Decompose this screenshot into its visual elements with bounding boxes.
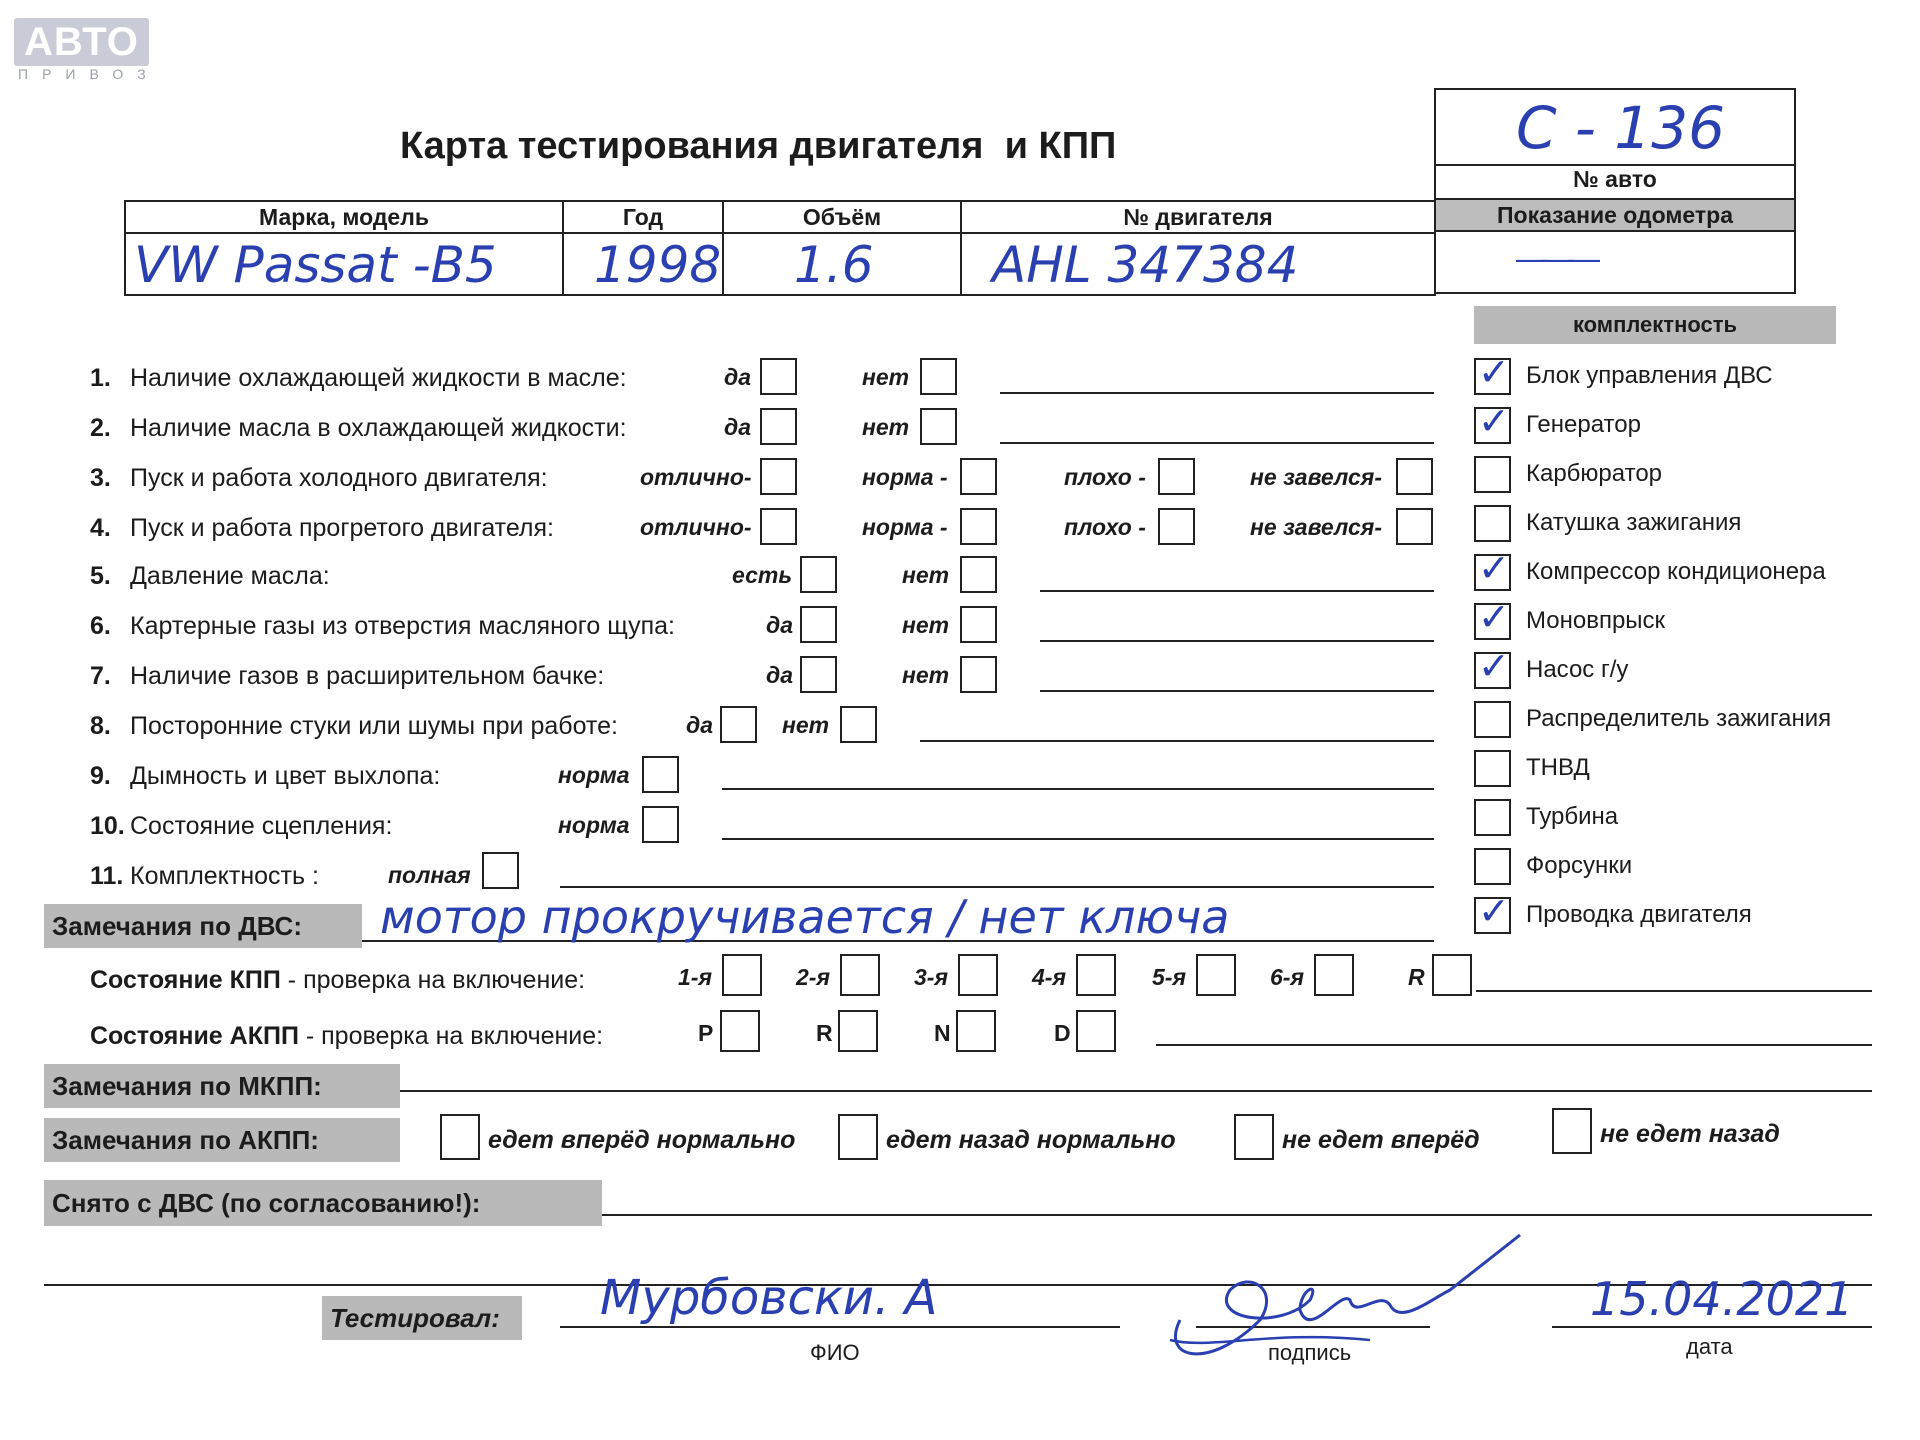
q1-note-line[interactable] <box>1000 392 1434 394</box>
q2-yes-checkbox[interactable] <box>760 408 797 445</box>
gear-label: R <box>1408 964 1425 990</box>
completeness-checkbox[interactable] <box>1474 350 1511 395</box>
q9-opt-normal-label: норма <box>558 762 630 788</box>
completeness-item-label: Моновпрыск <box>1526 607 1666 634</box>
question-row-7 <box>90 662 604 691</box>
auto-remark-label: едет назад нормально <box>886 1126 1176 1154</box>
auto-mode-checkbox[interactable] <box>838 1010 878 1052</box>
name-caption: ФИО <box>810 1340 860 1365</box>
q8-no-checkbox[interactable] <box>840 706 877 743</box>
manual-gearbox-desc: - проверка на включение: <box>280 966 586 994</box>
completeness-item-label: Проводка двигателя <box>1526 901 1752 928</box>
col-year-header: Год <box>562 200 724 234</box>
name-value: Мурбовски. А <box>600 1270 938 1326</box>
completeness-item-label: Генератор <box>1526 411 1641 438</box>
auto-remark-label: не едет назад <box>1600 1120 1780 1148</box>
question-number: 9. <box>90 762 111 790</box>
q5-no-checkbox[interactable] <box>960 556 997 593</box>
q6-no-checkbox[interactable] <box>960 606 997 643</box>
question-row-2 <box>90 414 627 443</box>
completeness-item-label: ТНВД <box>1526 754 1590 781</box>
completeness-item-label: Карбюратор <box>1526 460 1663 487</box>
name-line[interactable] <box>560 1326 1120 1328</box>
auto-remark-checkbox[interactable] <box>838 1114 878 1160</box>
q11-full-checkbox[interactable] <box>482 852 519 889</box>
q4-opt-excellent-label: отлично- <box>640 514 752 540</box>
gear-label: 5-я <box>1152 964 1186 990</box>
question-text: Наличие газов в расширительном бачке: <box>130 662 605 690</box>
question-row-9 <box>90 762 440 791</box>
auto-mode-label: R <box>816 1020 833 1046</box>
q3-excellent-checkbox[interactable] <box>760 458 797 495</box>
question-row-5 <box>90 562 330 591</box>
question-number: 5. <box>90 562 111 590</box>
auto-mode-label: N <box>934 1020 951 1046</box>
signature-stroke <box>1175 1235 1520 1354</box>
remarks-engine-value: мотор прокручивается / нет ключа <box>380 890 1230 944</box>
q5-opt-yes-label: есть <box>732 562 792 588</box>
completeness-checkbox[interactable] <box>1474 546 1511 591</box>
question-number: 11. <box>90 862 124 890</box>
q11-opt-full-label: полная <box>388 862 471 888</box>
gear-label: 4-я <box>1032 964 1066 990</box>
q4-normal-checkbox[interactable] <box>960 508 997 545</box>
car-number-value: С - 136 <box>1516 94 1726 162</box>
completeness-item-label: Компрессор кондиционера <box>1526 558 1826 585</box>
auto-gearbox-label <box>90 1022 603 1051</box>
q3-opt-nostart-label: не завелся- <box>1250 464 1382 490</box>
check-mark-icon: ✓ <box>1478 399 1510 443</box>
volume-cell <box>722 232 962 296</box>
make-value: VW Passat -B5 <box>134 236 497 294</box>
q9-normal-checkbox[interactable] <box>642 756 679 793</box>
q5-opt-no-label: нет <box>902 562 950 588</box>
auto-remark-checkbox[interactable] <box>1234 1114 1274 1160</box>
removed-line[interactable] <box>602 1214 1872 1216</box>
auto-mode-checkbox[interactable] <box>956 1010 996 1052</box>
completeness-checkbox[interactable] <box>1474 889 1511 934</box>
q9-note-line[interactable] <box>722 788 1434 790</box>
question-row-6 <box>90 612 675 641</box>
completeness-header: комплектность <box>1474 306 1836 344</box>
gear-label: 6-я <box>1270 964 1304 990</box>
q1-opt-no-label: нет <box>862 364 910 390</box>
q3-opt-bad-label: плохо - <box>1064 464 1146 490</box>
auto-remark-label: не едет вперёд <box>1282 1126 1480 1154</box>
auto-mode-checkbox[interactable] <box>1076 1010 1116 1052</box>
engine-no-cell <box>960 232 1436 296</box>
question-number: 4. <box>90 514 111 542</box>
completeness-checkbox[interactable] <box>1474 799 1511 836</box>
q3-nostart-checkbox[interactable] <box>1396 458 1433 495</box>
completeness-item-label: Насос г/у <box>1526 656 1629 683</box>
check-mark-icon: ✓ <box>1478 889 1510 933</box>
completeness-item-label: Блок управления ДВС <box>1526 362 1773 389</box>
gear-checkbox[interactable] <box>1314 954 1354 996</box>
remarks-engine-label: Замечания по ДВС: <box>44 904 362 948</box>
question-text: Наличие масла в охлаждающей жидкости: <box>130 414 627 442</box>
q2-opt-yes-label: да <box>724 414 752 440</box>
q4-excellent-checkbox[interactable] <box>760 508 797 545</box>
check-mark-icon: ✓ <box>1478 595 1510 639</box>
gear-checkbox[interactable] <box>840 954 880 996</box>
engine-no-value: AHL 347384 <box>992 236 1299 294</box>
auto-gearbox-title: Состояние АКПП <box>90 1022 299 1050</box>
volume-value: 1.6 <box>794 236 874 294</box>
question-text: Комплектность : <box>130 862 319 890</box>
question-number: 6. <box>90 612 111 640</box>
date-caption: дата <box>1686 1334 1733 1359</box>
q7-no-checkbox[interactable] <box>960 656 997 693</box>
auto-mode-label: P <box>698 1020 714 1046</box>
completeness-checkbox[interactable] <box>1474 701 1511 738</box>
odometer-label: Показание одометра <box>1434 198 1796 232</box>
completeness-item-label: Форсунки <box>1526 852 1633 879</box>
q10-opt-normal-label: норма <box>558 812 630 838</box>
completeness-item-label: Распределитель зажигания <box>1526 705 1832 732</box>
question-text: Состояние сцепления: <box>130 812 393 840</box>
gear-checkbox[interactable] <box>722 954 762 996</box>
removed-label: Снято с ДВС (по согласованию!): <box>44 1180 602 1226</box>
q6-opt-yes-label: да <box>766 612 794 638</box>
gear-checkbox[interactable] <box>958 954 998 996</box>
year-cell <box>562 232 724 296</box>
date-line[interactable] <box>1552 1326 1872 1328</box>
odometer-cell <box>1434 230 1796 294</box>
completeness-item-label: Катушка зажигания <box>1526 509 1742 536</box>
col-make-header: Марка, модель <box>124 200 564 234</box>
q5-yes-checkbox[interactable] <box>800 556 837 593</box>
col-engine-header: № двигателя <box>960 200 1436 234</box>
q3-opt-excellent-label: отлично- <box>640 464 752 490</box>
question-row-10 <box>90 812 392 841</box>
q4-opt-normal-label: норма - <box>862 514 948 540</box>
question-text: Давление масла: <box>130 562 330 590</box>
auto-mode-label: D <box>1054 1020 1071 1046</box>
completeness-checkbox[interactable] <box>1474 750 1511 787</box>
completeness-checkbox[interactable] <box>1474 505 1511 542</box>
q2-note-line[interactable] <box>1000 442 1434 444</box>
col-volume-header: Объём <box>722 200 962 234</box>
q10-note-line[interactable] <box>722 838 1434 840</box>
question-number: 10. <box>90 812 125 840</box>
question-number: 8. <box>90 712 111 740</box>
question-text: Картерные газы из отверстия масляного щупа: <box>130 612 675 640</box>
completeness-checkbox[interactable] <box>1474 456 1511 493</box>
q5-note-line[interactable] <box>1040 590 1434 592</box>
auto-remark-checkbox[interactable] <box>1552 1108 1592 1154</box>
question-row-1 <box>90 364 627 393</box>
page-title: Карта тестирования двигателя и КПП <box>400 125 1117 167</box>
tested-by-label <box>322 1296 522 1340</box>
auto-remark-label: едет вперёд нормально <box>488 1126 796 1154</box>
q4-opt-nostart-label: не завелся- <box>1250 514 1382 540</box>
q7-opt-no-label: нет <box>902 662 950 688</box>
q3-opt-normal-label: норма - <box>862 464 948 490</box>
question-row-8 <box>90 712 618 741</box>
q8-opt-no-label: нет <box>782 712 830 738</box>
logo-text: АВТО <box>24 20 139 64</box>
q2-no-checkbox[interactable] <box>920 408 957 445</box>
make-cell <box>124 232 564 296</box>
q4-opt-bad-label: плохо - <box>1064 514 1146 540</box>
completeness-checkbox[interactable] <box>1474 595 1511 640</box>
question-row-4 <box>90 514 554 543</box>
question-text: Пуск и работа холодного двигателя: <box>130 464 548 492</box>
q8-note-line[interactable] <box>920 740 1434 742</box>
q3-bad-checkbox[interactable] <box>1158 458 1195 495</box>
question-text: Дымность и цвет выхлопа: <box>130 762 441 790</box>
q8-opt-yes-label: да <box>686 712 714 738</box>
auto-remark-checkbox[interactable] <box>440 1114 480 1160</box>
gear-label: 2-я <box>796 964 830 990</box>
tested-by-text: Тестировал: <box>330 1303 500 1333</box>
gear-checkbox[interactable] <box>1076 954 1116 996</box>
q7-note-line[interactable] <box>1040 690 1434 692</box>
date-value: 15.04.2021 <box>1590 1272 1854 1326</box>
q4-bad-checkbox[interactable] <box>1158 508 1195 545</box>
q10-normal-checkbox[interactable] <box>642 806 679 843</box>
question-number: 3. <box>90 464 111 492</box>
q6-note-line[interactable] <box>1040 640 1434 642</box>
q7-opt-yes-label: да <box>766 662 794 688</box>
manual-gearbox-label <box>90 966 585 995</box>
year-value: 1998 <box>594 236 722 294</box>
auto-mode-checkbox[interactable] <box>720 1010 760 1052</box>
auto-gearbox-note-line[interactable] <box>1156 1044 1872 1046</box>
q6-opt-no-label: нет <box>902 612 950 638</box>
q8-yes-checkbox[interactable] <box>720 706 757 743</box>
q6-yes-checkbox[interactable] <box>800 606 837 643</box>
q1-yes-checkbox[interactable] <box>760 358 797 395</box>
question-number: 2. <box>90 414 111 442</box>
completeness-checkbox[interactable] <box>1474 644 1511 689</box>
remarks-auto-label: Замечания по АКПП: <box>44 1118 400 1162</box>
signature-caption: подпись <box>1268 1340 1352 1365</box>
brand-logo <box>14 18 149 66</box>
question-row-3 <box>90 464 548 493</box>
gear-checkbox[interactable] <box>1196 954 1236 996</box>
car-number-label: № авто <box>1434 164 1796 200</box>
manual-gearbox-title: Состояние КПП <box>90 966 281 994</box>
gear-label: 1-я <box>678 964 712 990</box>
question-text: Посторонние стуки или шумы при работе: <box>130 712 618 740</box>
manual-gearbox-note-line[interactable] <box>1476 990 1872 992</box>
logo-subtext: ПРИВОЗ <box>18 66 160 82</box>
question-row-11 <box>90 862 319 891</box>
odometer-value: ——— <box>1516 240 1594 276</box>
car-number-cell <box>1434 88 1796 166</box>
q3-normal-checkbox[interactable] <box>960 458 997 495</box>
check-mark-icon: ✓ <box>1478 644 1510 688</box>
gear-label: 3-я <box>914 964 948 990</box>
q7-yes-checkbox[interactable] <box>800 656 837 693</box>
q4-nostart-checkbox[interactable] <box>1396 508 1433 545</box>
completeness-checkbox[interactable] <box>1474 399 1511 444</box>
completeness-checkbox[interactable] <box>1474 848 1511 885</box>
check-mark-icon: ✓ <box>1478 546 1510 590</box>
gear-checkbox[interactable] <box>1432 954 1472 996</box>
completeness-item-label: Турбина <box>1526 803 1619 830</box>
remarks-manual-label: Замечания по МКПП: <box>44 1064 400 1108</box>
check-mark-icon: ✓ <box>1478 350 1510 394</box>
question-number: 1. <box>90 364 111 392</box>
q1-no-checkbox[interactable] <box>920 358 957 395</box>
question-number: 7. <box>90 662 111 690</box>
q1-opt-yes-label: да <box>724 364 752 390</box>
remarks-manual-line[interactable] <box>400 1090 1872 1092</box>
q11-note-line[interactable] <box>560 886 1434 888</box>
question-text: Пуск и работа прогретого двигателя: <box>130 514 554 542</box>
auto-gearbox-desc: - проверка на включение: <box>298 1022 604 1050</box>
question-text: Наличие охлаждающей жидкости в масле: <box>130 364 627 392</box>
q2-opt-no-label: нет <box>862 414 910 440</box>
